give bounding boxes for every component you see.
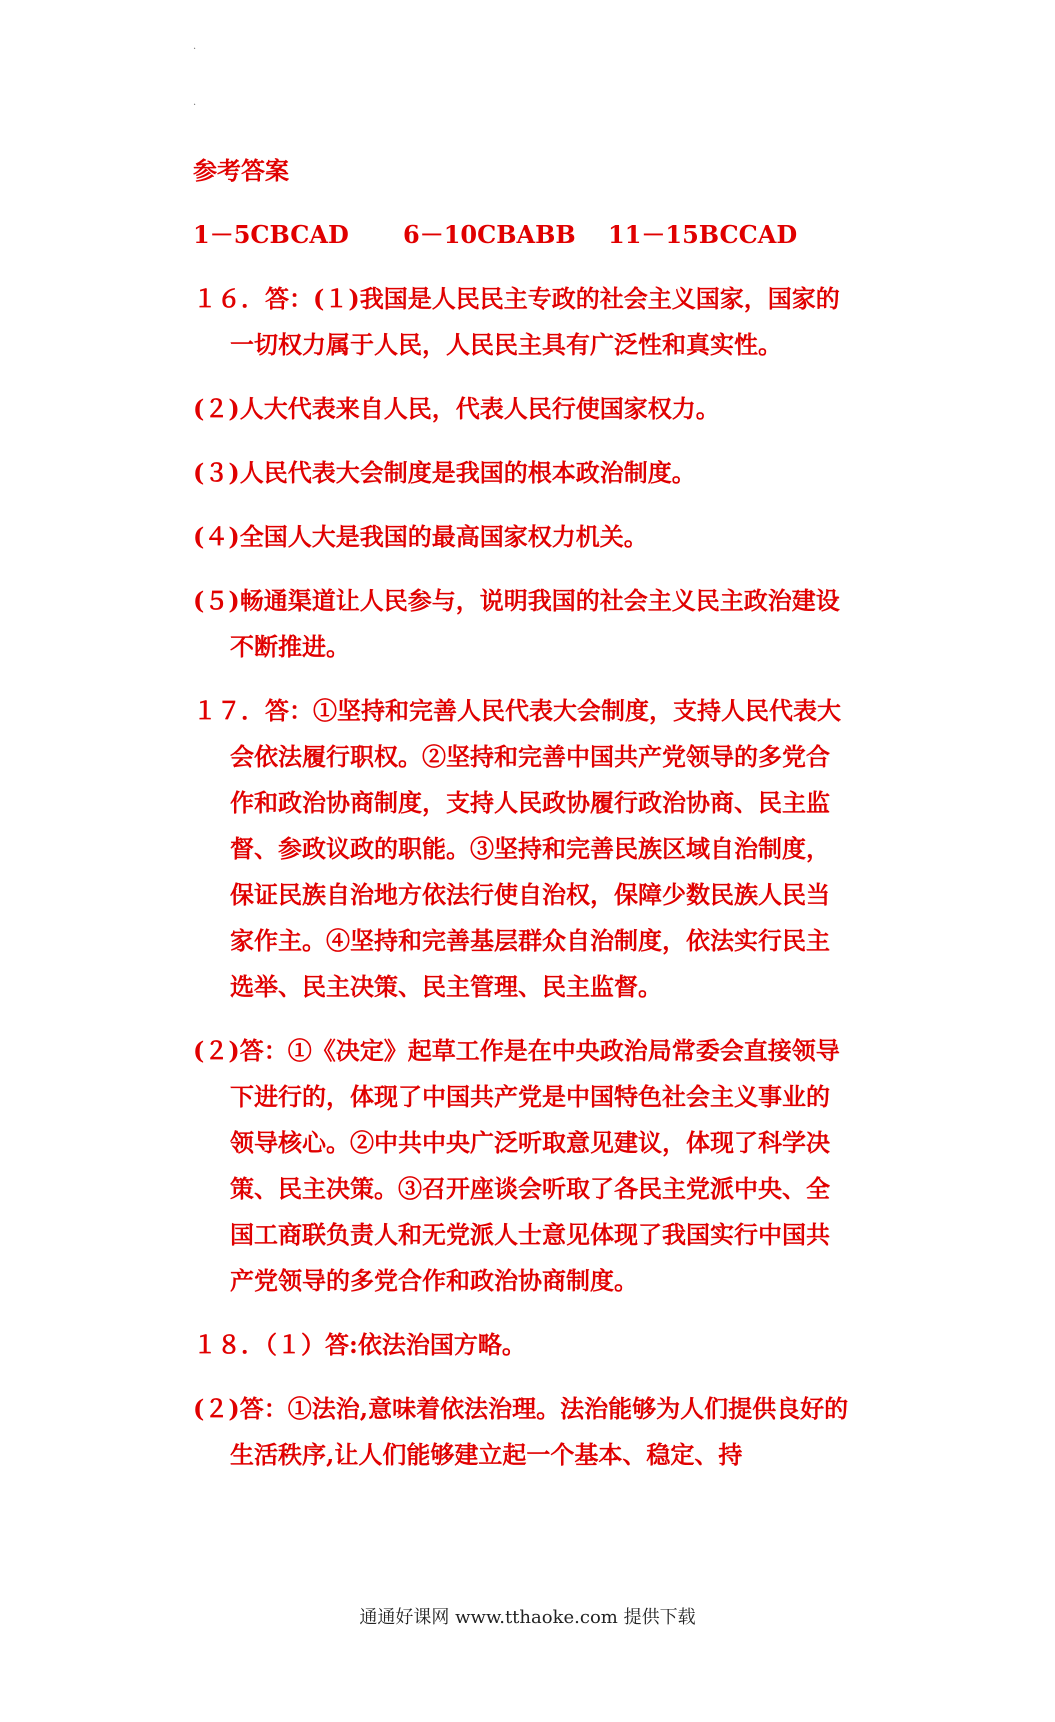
mc-answer-group: 6－10CBABB [403, 220, 576, 249]
scan-mark: . [193, 97, 197, 108]
answer-paragraph: (３)人民代表大会制度是我国的根本政治制度。 [193, 458, 696, 487]
scan-mark: . [193, 41, 197, 52]
page-footer: 通通好课网 www.tthaoke.com 提供下载 [359, 1607, 696, 1628]
answer-paragraph: (５)畅通渠道让人民参与，说明我国的社会主义民主政治建设不断推进。 [193, 586, 840, 661]
answer-key [193, 148, 853, 1496]
answer-paragraph: １６．答：(１)我国是人民民主专政的社会主义国家，国家的一切权力属于人民，人民民主具有广泛性和真实性。 [193, 284, 840, 359]
mc-answer-group: 1－5CBCAD [193, 220, 349, 249]
answer-paragraph: (４)全国人大是我国的最高国家权力机关。 [193, 522, 648, 551]
answer-paragraph: (２)人大代表来自人民，代表人民行使国家权力。 [193, 394, 720, 423]
answer-paragraph: １７．答：①坚持和完善人民代表大会制度，支持人民代表大会依法履行职权。②坚持和完善中国共产党领导的多党合作和政治协商制度，支持人民政协履行政治协商、民主监督、参政议政的职能。③坚持和完善民族区域自治制度，保证民族自治地方依法行使自治权，保障少数民族人民当家作主。④坚持和完善基层群众自治制度，依法实行民主选举、民主决策、民主管理、民主监督。 [193, 696, 841, 1001]
answer-paragraph: (２)答：①《决定》起草工作是在中央政治局常委会直接领导下进行的，体现了中国共产党是中国特色社会主义事业的领导核心。②中共中央广泛听取意见建议，体现了科学决策、民主决策。③召开座谈会听取了各民主党派中央、全国工商联负责人和无党派人士意见体现了我国实行中国共产党领导的多党合作和政治协商制度。 [193, 1036, 840, 1295]
answer-heading: 参考答案 [193, 156, 289, 185]
mc-answer-group: 11－15BCCAD [608, 220, 798, 249]
answer-paragraph: (２)答：①法治,意味着依法治理。法治能够为人们提供良好的生活秩序,让人们能够建立起一个基本、稳定、持 [193, 1394, 849, 1469]
answer-paragraph: １８．（１）答:依法治国方略。 [193, 1330, 526, 1359]
multiple-choice-answers [193, 212, 853, 258]
